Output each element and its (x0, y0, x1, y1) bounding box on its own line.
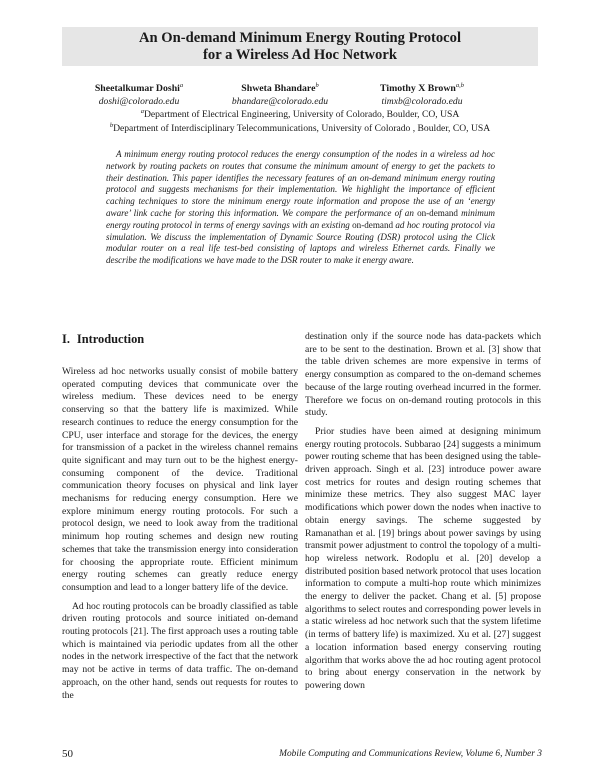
affiliation-b (30, 123, 570, 135)
author-name: Timothy X Brown (380, 83, 456, 94)
affiliation-text: Department of Interdisciplinary Telecommunications, University of Colorado , Boulder, CO, USA (113, 123, 491, 134)
author-superscript: a (179, 82, 184, 89)
author-email: timxb@colorado.edu (381, 96, 463, 107)
abstract-text-2: minimum energy routing protocol in terms of energy savings with an existing (106, 207, 495, 230)
section-number: I. (62, 332, 70, 346)
affiliation-superscript: b (109, 122, 114, 129)
right-column (305, 331, 541, 693)
paragraph: destination only if the source node has data-packets which are to be sent to the destination. Brown et al. [3] show that the table driven schemes are more expensive in terms of energy consumption as compared to the on-demand schemes because of the large routing overhead incurred in the former. Therefore we focus on on-demand routing protocols in this study. (305, 331, 541, 419)
paragraph: Wireless ad hoc networks usually consist of mobile battery operated computing devices that communicate over the wireless medium. These devices need to be energy conserving so that the battery life is maximized. While research continues to reduce the energy consumption for the CPU, user interface and storage for the devices, the energy for transmission of a packet in the wireless channel remains quite significant and may turn out to be the highest energy-consuming component of the device. Traditional communication theory focuses on physical and link layer mechanisms for reducing energy consumption. Here we explore minimum energy routing protocols. For such a protocol design, we need to look away from the traditional minimum hop routing schemes and design new routing schemes that take the transmission energy into consideration for choosing the appropriate route. Efficient minimum energy routing schemes can greatly reduce energy consumption and lead to a longer battery life of the device. (62, 366, 298, 593)
affiliation-text: Department of Electrical Engineering, University of Colorado, Boulder, CO, USA (143, 109, 460, 120)
journal-footer: Mobile Computing and Communications Review, Volume 6, Number 3 (279, 749, 542, 759)
left-column (62, 366, 298, 702)
author-1 (64, 83, 214, 95)
author-superscript: a,b (455, 82, 464, 89)
paragraph: Prior studies have been aimed at designing minimum energy routing protocols. Subbarao [24] suggests a minimum power routing scheme that has been designed using the table-driven approach. Singh et al. [23] introduce power aware cost metrics for routes and design routing schemes that minimize these metrics. They also suggest MAC layer modifications which power down the nodes when inactive to obtain energy savings. The scheme suggested by Ramanathan et al. [19] brings about power savings by using transmit power adjustment to control the topology of a multi-hop wireless network. Rodoplu et al. [20] develop a distributed position based network protocol that uses location information to compute a multi-hop route which minimizes the energy to deliver the packet. Chang et al. [5] propose algorithms to select routes and corresponding power levels in a static wireless ad hoc network such that the system lifetime (in terms of battery life) is maximized. Xu et al. [27] suggest a location information based energy conserving routing algorithm that works above the ad hoc routing agent protocol to bring about energy conservation in the network by powering down (305, 425, 541, 691)
section-heading (62, 332, 144, 347)
section-title: Introduction (76, 332, 145, 346)
author-email: bhandare@colorado.edu (231, 96, 329, 107)
title-line-2: for a Wireless Ad Hoc Network (203, 47, 397, 63)
author-superscript: b (315, 82, 319, 89)
abstract-text-1: A minimum energy routing protocol reduces the energy consumption of the nodes in a wireless ad hoc network by routing packets on routes that consume the minimum amount of energy to get the packets to their destination. This paper identifies the necessary features of an on-demand minimum energy routing protocol and suggests mechanisms for their implementation. We highlight the importance of efficient caching techniques to store the minimum energy route information and propose the use of an ‘energy aware’ link cache for storing this information. We compare the performance of an (106, 149, 495, 218)
page-number: 50 (62, 748, 73, 760)
abstract (106, 149, 495, 267)
author-emails (64, 96, 536, 108)
author-name: Sheetalkumar Doshi (94, 83, 180, 94)
abstract-emphasis-1: on-demand (417, 207, 458, 218)
paragraph: Ad hoc routing protocols can be broadly classified as table driven routing protocols and source initiated on-demand routing protocols [21]. The first approach uses a routing table which is maintained via periodic updates from all the other nodes in the network irrespective of the fact that the network may not be active in terms of data traffic. The on-demand approach, on the other hand, sends out requests for routes to the (62, 600, 298, 701)
abstract-emphasis-2: on-demand (352, 219, 394, 230)
author-list (64, 83, 536, 95)
paper-title (62, 30, 538, 64)
abstract-text-3: ad hoc routing protocol via simulation. We discuss the implementation of Dynamic Source Routing (DSR) protocol using the Click modular router on a real life test-bed consisting of laptops and wireless Ethernet cards. Finally we describe the modifications we have made to the DSR router to make it energy aware. (106, 219, 495, 266)
author-email: doshi@colorado.edu (98, 96, 180, 107)
author-name: Shweta Bhandare (241, 83, 316, 94)
title-line-1: An On-demand Minimum Energy Routing Protocol (138, 30, 462, 46)
affiliation-superscript: a (140, 108, 144, 115)
author-3 (347, 83, 497, 95)
author-2 (205, 83, 355, 95)
affiliation-a (30, 109, 570, 121)
